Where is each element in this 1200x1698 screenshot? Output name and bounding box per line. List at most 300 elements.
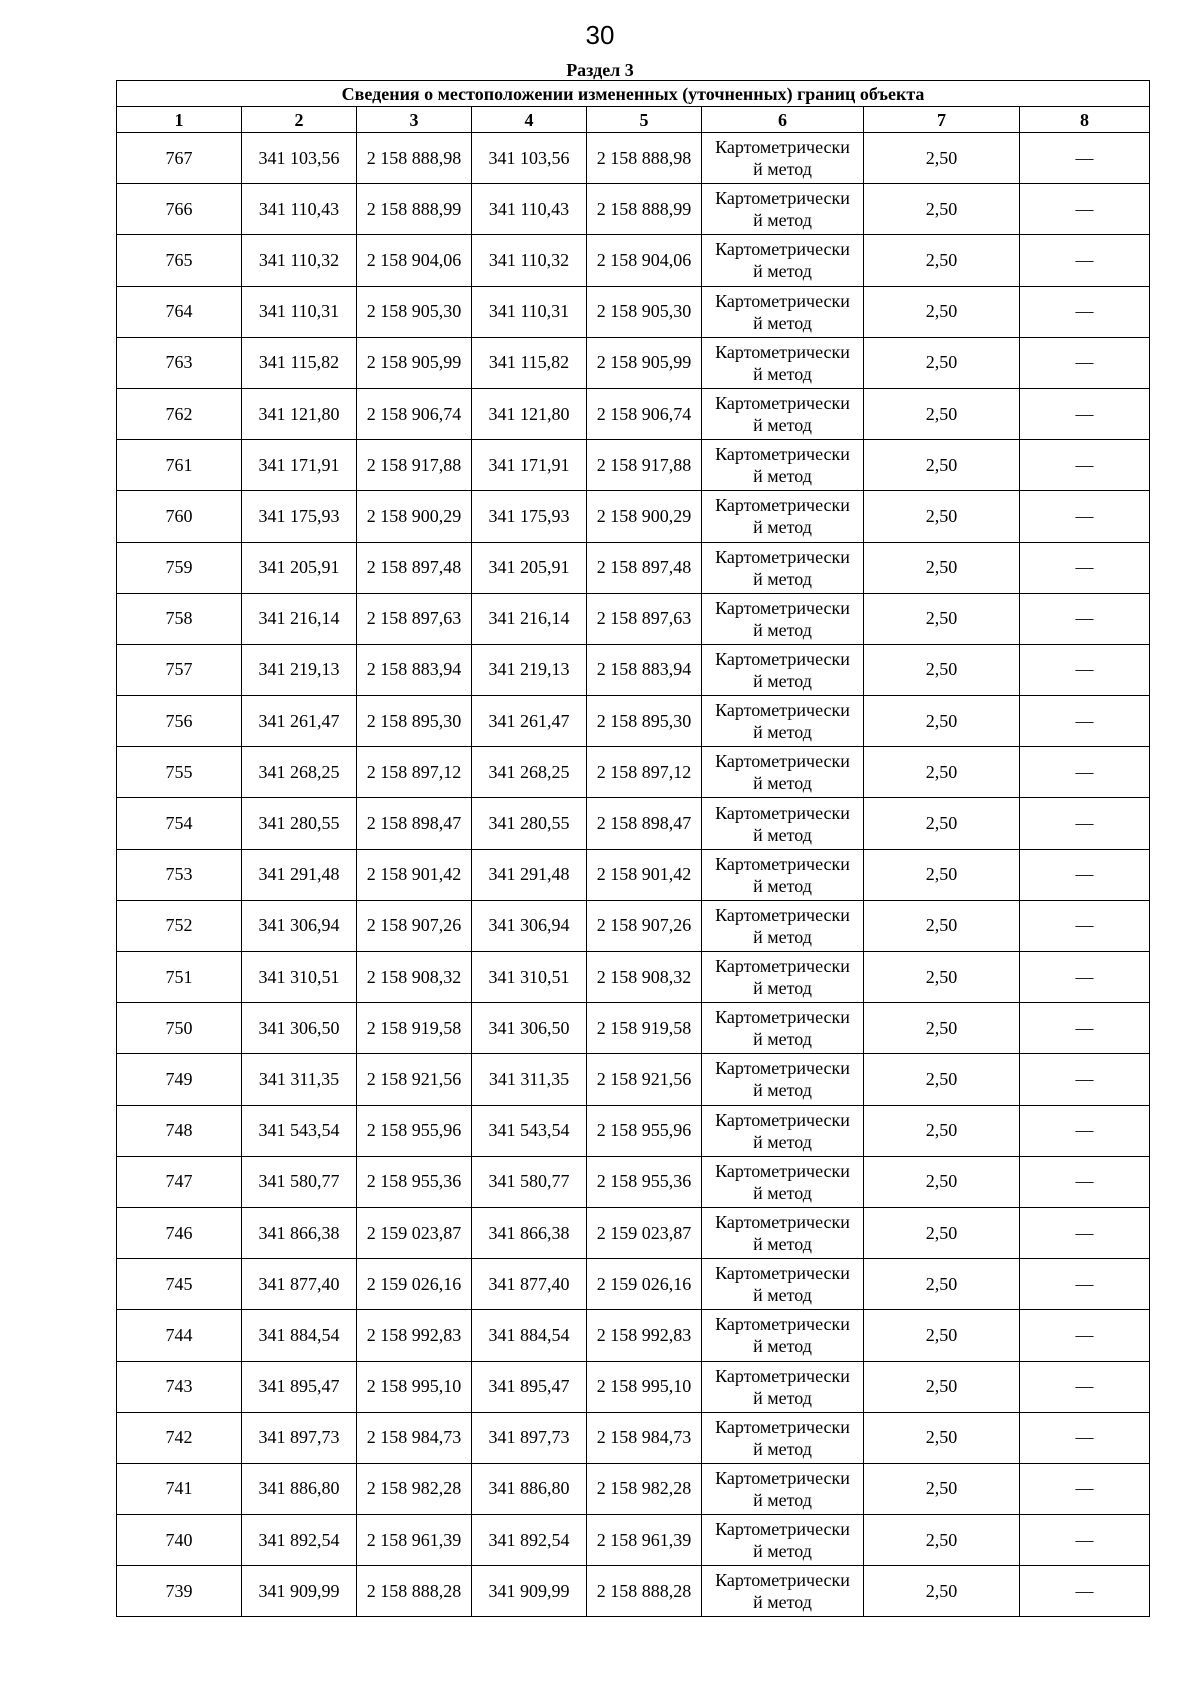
cell-c2: 341 884,54	[242, 1310, 357, 1361]
cell-c1: 762	[117, 388, 242, 439]
cell-c5: 2 158 883,94	[587, 644, 702, 695]
cell-c2: 341 311,35	[242, 1054, 357, 1105]
method-line-1: Картометрически	[715, 700, 850, 721]
cell-method	[702, 900, 864, 951]
cell-c5: 2 158 984,73	[587, 1412, 702, 1463]
method-line-1: Картометрически	[715, 802, 850, 823]
cell-c7: 2,50	[864, 184, 1020, 235]
cell-c3: 2 158 982,28	[357, 1463, 472, 1514]
cell-c1: 739	[117, 1566, 242, 1617]
cell-c7: 2,50	[864, 644, 1020, 695]
cell-c2: 341 110,31	[242, 286, 357, 337]
cell-c7: 2,50	[864, 747, 1020, 798]
cell-c8: —	[1020, 133, 1150, 184]
table-row	[117, 798, 1150, 849]
cell-c3: 2 159 026,16	[357, 1259, 472, 1310]
cell-c2: 341 261,47	[242, 696, 357, 747]
cell-c7: 2,50	[864, 900, 1020, 951]
cell-c8: —	[1020, 696, 1150, 747]
cell-c5: 2 158 908,32	[587, 952, 702, 1003]
method-line-1: Картометрически	[715, 1109, 850, 1130]
cell-c1: 766	[117, 184, 242, 235]
method-line-2: й метод	[753, 1592, 812, 1613]
cell-c8: —	[1020, 542, 1150, 593]
cell-method	[702, 1412, 864, 1463]
cell-c4: 341 895,47	[472, 1361, 587, 1412]
cell-c3: 2 158 900,29	[357, 491, 472, 542]
cell-method	[702, 542, 864, 593]
cell-c8: —	[1020, 1105, 1150, 1156]
column-number: 3	[357, 107, 472, 133]
cell-c4: 341 291,48	[472, 849, 587, 900]
cell-c4: 341 121,80	[472, 388, 587, 439]
method-line-2: й метод	[753, 261, 812, 282]
cell-c7: 2,50	[864, 235, 1020, 286]
cell-method	[702, 798, 864, 849]
cell-c8: —	[1020, 1463, 1150, 1514]
cell-c1: 743	[117, 1361, 242, 1412]
cell-c1: 756	[117, 696, 242, 747]
method-line-2: й метод	[753, 1029, 812, 1050]
cell-c4: 341 306,50	[472, 1003, 587, 1054]
cell-c8: —	[1020, 440, 1150, 491]
cell-method	[702, 1463, 864, 1514]
cell-c7: 2,50	[864, 388, 1020, 439]
cell-c8: —	[1020, 644, 1150, 695]
cell-c3: 2 158 992,83	[357, 1310, 472, 1361]
method-line-2: й метод	[753, 312, 812, 333]
cell-c3: 2 158 906,74	[357, 388, 472, 439]
coordinates-table	[116, 80, 1150, 1617]
cell-c7: 2,50	[864, 1310, 1020, 1361]
cell-c7: 2,50	[864, 1361, 1020, 1412]
cell-c4: 341 311,35	[472, 1054, 587, 1105]
cell-c8: —	[1020, 952, 1150, 1003]
cell-c7: 2,50	[864, 1207, 1020, 1258]
cell-c5: 2 158 906,74	[587, 388, 702, 439]
cell-c2: 341 216,14	[242, 593, 357, 644]
cell-c3: 2 158 895,30	[357, 696, 472, 747]
cell-c3: 2 158 897,12	[357, 747, 472, 798]
cell-method	[702, 388, 864, 439]
cell-c7: 2,50	[864, 1105, 1020, 1156]
method-line-2: й метод	[753, 415, 812, 436]
cell-c1: 757	[117, 644, 242, 695]
cell-c5: 2 158 995,10	[587, 1361, 702, 1412]
cell-c3: 2 158 955,36	[357, 1156, 472, 1207]
cell-c8: —	[1020, 1310, 1150, 1361]
cell-c7: 2,50	[864, 1463, 1020, 1514]
cell-method	[702, 644, 864, 695]
column-number: 4	[472, 107, 587, 133]
page-number: 30	[585, 20, 615, 50]
cell-c2: 341 175,93	[242, 491, 357, 542]
method-line-2: й метод	[753, 824, 812, 845]
cell-c8: —	[1020, 491, 1150, 542]
cell-c4: 341 103,56	[472, 133, 587, 184]
table-row	[117, 952, 1150, 1003]
cell-method	[702, 1207, 864, 1258]
cell-c7: 2,50	[864, 286, 1020, 337]
cell-c1: 742	[117, 1412, 242, 1463]
cell-c5: 2 158 907,26	[587, 900, 702, 951]
cell-c1: 765	[117, 235, 242, 286]
cell-c7: 2,50	[864, 1566, 1020, 1617]
cell-c7: 2,50	[864, 849, 1020, 900]
cell-c4: 341 580,77	[472, 1156, 587, 1207]
cell-c4: 341 268,25	[472, 747, 587, 798]
cell-c2: 341 866,38	[242, 1207, 357, 1258]
method-line-2: й метод	[753, 1541, 812, 1562]
cell-c1: 745	[117, 1259, 242, 1310]
cell-c2: 341 103,56	[242, 133, 357, 184]
table-row	[117, 900, 1150, 951]
cell-c8: —	[1020, 286, 1150, 337]
cell-c1: 754	[117, 798, 242, 849]
cell-method	[702, 1054, 864, 1105]
cell-c1: 750	[117, 1003, 242, 1054]
cell-c8: —	[1020, 1515, 1150, 1566]
table-caption: Сведения о местоположении измененных (уточненных) границ объекта	[117, 81, 1150, 107]
cell-c1: 764	[117, 286, 242, 337]
cell-c1: 752	[117, 900, 242, 951]
section-title: Раздел 3	[566, 60, 634, 80]
method-line-1: Картометрически	[715, 1467, 850, 1488]
table-row	[117, 1105, 1150, 1156]
table-row	[117, 849, 1150, 900]
cell-c1: 748	[117, 1105, 242, 1156]
cell-c8: —	[1020, 184, 1150, 235]
cell-c5: 2 158 901,42	[587, 849, 702, 900]
cell-c5: 2 158 897,63	[587, 593, 702, 644]
cell-c7: 2,50	[864, 1515, 1020, 1566]
cell-c2: 341 909,99	[242, 1566, 357, 1617]
table-row	[117, 133, 1150, 184]
cell-method	[702, 1310, 864, 1361]
cell-c1: 744	[117, 1310, 242, 1361]
method-line-2: й метод	[753, 773, 812, 794]
cell-method	[702, 849, 864, 900]
table-body	[117, 133, 1150, 1617]
cell-c4: 341 205,91	[472, 542, 587, 593]
cell-c4: 341 110,31	[472, 286, 587, 337]
cell-c2: 341 219,13	[242, 644, 357, 695]
method-line-1: Картометрически	[715, 444, 850, 465]
cell-c1: 749	[117, 1054, 242, 1105]
cell-method	[702, 235, 864, 286]
table-row	[117, 1310, 1150, 1361]
cell-method	[702, 491, 864, 542]
cell-c2: 341 580,77	[242, 1156, 357, 1207]
cell-method	[702, 696, 864, 747]
cell-c2: 341 291,48	[242, 849, 357, 900]
cell-method	[702, 440, 864, 491]
cell-method	[702, 593, 864, 644]
cell-c2: 341 877,40	[242, 1259, 357, 1310]
cell-c5: 2 158 888,99	[587, 184, 702, 235]
cell-method	[702, 952, 864, 1003]
cell-method	[702, 1361, 864, 1412]
column-number: 7	[864, 107, 1020, 133]
cell-c2: 341 306,50	[242, 1003, 357, 1054]
table-row	[117, 286, 1150, 337]
cell-c2: 341 892,54	[242, 1515, 357, 1566]
table-row	[117, 388, 1150, 439]
column-numbers-row	[117, 107, 1150, 133]
cell-c2: 341 121,80	[242, 388, 357, 439]
cell-c4: 341 884,54	[472, 1310, 587, 1361]
cell-method	[702, 1003, 864, 1054]
table-row	[117, 1207, 1150, 1258]
cell-c5: 2 159 026,16	[587, 1259, 702, 1310]
table-row	[117, 1259, 1150, 1310]
cell-c7: 2,50	[864, 1003, 1020, 1054]
cell-c3: 2 158 908,32	[357, 952, 472, 1003]
cell-c1: 747	[117, 1156, 242, 1207]
cell-method	[702, 1156, 864, 1207]
cell-c7: 2,50	[864, 593, 1020, 644]
cell-c3: 2 158 888,98	[357, 133, 472, 184]
column-number: 8	[1020, 107, 1150, 133]
column-number: 2	[242, 107, 357, 133]
cell-c8: —	[1020, 235, 1150, 286]
method-line-2: й метод	[753, 619, 812, 640]
table-row	[117, 235, 1150, 286]
cell-c4: 341 219,13	[472, 644, 587, 695]
cell-c8: —	[1020, 1361, 1150, 1412]
table-row	[117, 1054, 1150, 1105]
cell-c1: 759	[117, 542, 242, 593]
cell-c8: —	[1020, 849, 1150, 900]
cell-c2: 341 205,91	[242, 542, 357, 593]
cell-c4: 341 175,93	[472, 491, 587, 542]
cell-c7: 2,50	[864, 1156, 1020, 1207]
table-row	[117, 337, 1150, 388]
method-line-1: Картометрически	[715, 751, 850, 772]
cell-c3: 2 158 984,73	[357, 1412, 472, 1463]
cell-c4: 341 892,54	[472, 1515, 587, 1566]
cell-c4: 341 866,38	[472, 1207, 587, 1258]
table-row	[117, 696, 1150, 747]
table-row	[117, 1156, 1150, 1207]
method-line-2: й метод	[753, 1080, 812, 1101]
method-line-1: Картометрически	[715, 597, 850, 618]
cell-c8: —	[1020, 1259, 1150, 1310]
method-line-1: Картометрически	[715, 956, 850, 977]
method-line-1: Картометрически	[715, 393, 850, 414]
cell-c2: 341 306,94	[242, 900, 357, 951]
cell-c3: 2 158 955,96	[357, 1105, 472, 1156]
cell-c2: 341 543,54	[242, 1105, 357, 1156]
cell-c7: 2,50	[864, 798, 1020, 849]
cell-c4: 341 543,54	[472, 1105, 587, 1156]
cell-c4: 341 909,99	[472, 1566, 587, 1617]
cell-c5: 2 158 905,99	[587, 337, 702, 388]
column-number: 6	[702, 107, 864, 133]
cell-c3: 2 158 907,26	[357, 900, 472, 951]
method-line-2: й метод	[753, 210, 812, 231]
table-row	[117, 1566, 1150, 1617]
method-line-2: й метод	[753, 1182, 812, 1203]
cell-c8: —	[1020, 388, 1150, 439]
cell-c1: 761	[117, 440, 242, 491]
cell-c4: 341 886,80	[472, 1463, 587, 1514]
cell-c3: 2 158 901,42	[357, 849, 472, 900]
cell-c1: 753	[117, 849, 242, 900]
cell-c7: 2,50	[864, 491, 1020, 542]
method-line-1: Картометрически	[715, 853, 850, 874]
cell-c3: 2 158 888,28	[357, 1566, 472, 1617]
cell-c7: 2,50	[864, 1412, 1020, 1463]
method-line-2: й метод	[753, 363, 812, 384]
column-number: 1	[117, 107, 242, 133]
cell-c5: 2 158 919,58	[587, 1003, 702, 1054]
cell-c3: 2 158 898,47	[357, 798, 472, 849]
cell-c3: 2 158 995,10	[357, 1361, 472, 1412]
table-row	[117, 1515, 1150, 1566]
method-line-2: й метод	[753, 978, 812, 999]
cell-c8: —	[1020, 747, 1150, 798]
cell-c8: —	[1020, 593, 1150, 644]
table-row	[117, 1361, 1150, 1412]
method-line-1: Картометрически	[715, 1416, 850, 1437]
cell-c5: 2 158 982,28	[587, 1463, 702, 1514]
cell-c1: 763	[117, 337, 242, 388]
cell-c3: 2 158 897,63	[357, 593, 472, 644]
cell-c7: 2,50	[864, 337, 1020, 388]
cell-c4: 341 897,73	[472, 1412, 587, 1463]
cell-c5: 2 158 888,98	[587, 133, 702, 184]
cell-c8: —	[1020, 1412, 1150, 1463]
method-line-1: Картометрически	[715, 188, 850, 209]
cell-c7: 2,50	[864, 542, 1020, 593]
cell-c5: 2 158 917,88	[587, 440, 702, 491]
cell-c4: 341 877,40	[472, 1259, 587, 1310]
cell-c7: 2,50	[864, 133, 1020, 184]
cell-c2: 341 268,25	[242, 747, 357, 798]
cell-c5: 2 158 921,56	[587, 1054, 702, 1105]
cell-method	[702, 1105, 864, 1156]
method-line-1: Картометрически	[715, 648, 850, 669]
cell-c7: 2,50	[864, 1054, 1020, 1105]
cell-c7: 2,50	[864, 1259, 1020, 1310]
method-line-2: й метод	[753, 1489, 812, 1510]
cell-c7: 2,50	[864, 440, 1020, 491]
cell-c5: 2 158 961,39	[587, 1515, 702, 1566]
cell-c4: 341 171,91	[472, 440, 587, 491]
method-line-1: Картометрически	[715, 904, 850, 925]
cell-c5: 2 158 897,48	[587, 542, 702, 593]
cell-c2: 341 110,32	[242, 235, 357, 286]
cell-method	[702, 337, 864, 388]
method-line-2: й метод	[753, 875, 812, 896]
method-line-2: й метод	[753, 1438, 812, 1459]
cell-c8: —	[1020, 1003, 1150, 1054]
cell-c3: 2 158 904,06	[357, 235, 472, 286]
table-row	[117, 184, 1150, 235]
method-line-2: й метод	[753, 670, 812, 691]
cell-method	[702, 133, 864, 184]
cell-method	[702, 1566, 864, 1617]
cell-c1: 751	[117, 952, 242, 1003]
method-line-2: й метод	[753, 1336, 812, 1357]
cell-c2: 341 895,47	[242, 1361, 357, 1412]
cell-c8: —	[1020, 1207, 1150, 1258]
method-line-1: Картометрически	[715, 495, 850, 516]
cell-method	[702, 184, 864, 235]
cell-c8: —	[1020, 798, 1150, 849]
cell-c3: 2 158 883,94	[357, 644, 472, 695]
cell-c3: 2 158 888,99	[357, 184, 472, 235]
method-line-1: Картометрически	[715, 1519, 850, 1540]
cell-c5: 2 158 904,06	[587, 235, 702, 286]
cell-method	[702, 1515, 864, 1566]
method-line-1: Картометрически	[715, 290, 850, 311]
column-number: 5	[587, 107, 702, 133]
cell-c4: 341 306,94	[472, 900, 587, 951]
method-line-1: Картометрически	[715, 1263, 850, 1284]
cell-c2: 341 115,82	[242, 337, 357, 388]
cell-c5: 2 158 897,12	[587, 747, 702, 798]
cell-c4: 341 280,55	[472, 798, 587, 849]
cell-c1: 767	[117, 133, 242, 184]
method-line-1: Картометрически	[715, 239, 850, 260]
cell-c3: 2 158 919,58	[357, 1003, 472, 1054]
cell-c5: 2 158 955,36	[587, 1156, 702, 1207]
table-row	[117, 440, 1150, 491]
cell-c8: —	[1020, 337, 1150, 388]
method-line-1: Картометрически	[715, 1058, 850, 1079]
method-line-1: Картометрически	[715, 1314, 850, 1335]
table-row	[117, 542, 1150, 593]
cell-c1: 740	[117, 1515, 242, 1566]
table-row	[117, 593, 1150, 644]
cell-c8: —	[1020, 900, 1150, 951]
cell-c2: 341 897,73	[242, 1412, 357, 1463]
method-line-1: Картометрически	[715, 1007, 850, 1028]
cell-c2: 341 886,80	[242, 1463, 357, 1514]
cell-c8: —	[1020, 1054, 1150, 1105]
cell-c3: 2 158 897,48	[357, 542, 472, 593]
cell-c3: 2 158 905,30	[357, 286, 472, 337]
cell-c2: 341 280,55	[242, 798, 357, 849]
method-line-2: й метод	[753, 1234, 812, 1255]
table-row	[117, 491, 1150, 542]
cell-method	[702, 286, 864, 337]
cell-method	[702, 1259, 864, 1310]
method-line-1: Картометрически	[715, 1160, 850, 1181]
cell-c8: —	[1020, 1566, 1150, 1617]
cell-c4: 341 261,47	[472, 696, 587, 747]
cell-c3: 2 158 961,39	[357, 1515, 472, 1566]
cell-c4: 341 115,82	[472, 337, 587, 388]
cell-c5: 2 158 955,96	[587, 1105, 702, 1156]
cell-c5: 2 159 023,87	[587, 1207, 702, 1258]
cell-c5: 2 158 888,28	[587, 1566, 702, 1617]
method-line-2: й метод	[753, 926, 812, 947]
method-line-2: й метод	[753, 1285, 812, 1306]
cell-c1: 760	[117, 491, 242, 542]
cell-c3: 2 158 905,99	[357, 337, 472, 388]
table-row	[117, 1412, 1150, 1463]
cell-c2: 341 110,43	[242, 184, 357, 235]
table-row	[117, 644, 1150, 695]
cell-c8: —	[1020, 1156, 1150, 1207]
cell-c5: 2 158 900,29	[587, 491, 702, 542]
cell-c5: 2 158 895,30	[587, 696, 702, 747]
cell-c3: 2 159 023,87	[357, 1207, 472, 1258]
cell-c7: 2,50	[864, 952, 1020, 1003]
